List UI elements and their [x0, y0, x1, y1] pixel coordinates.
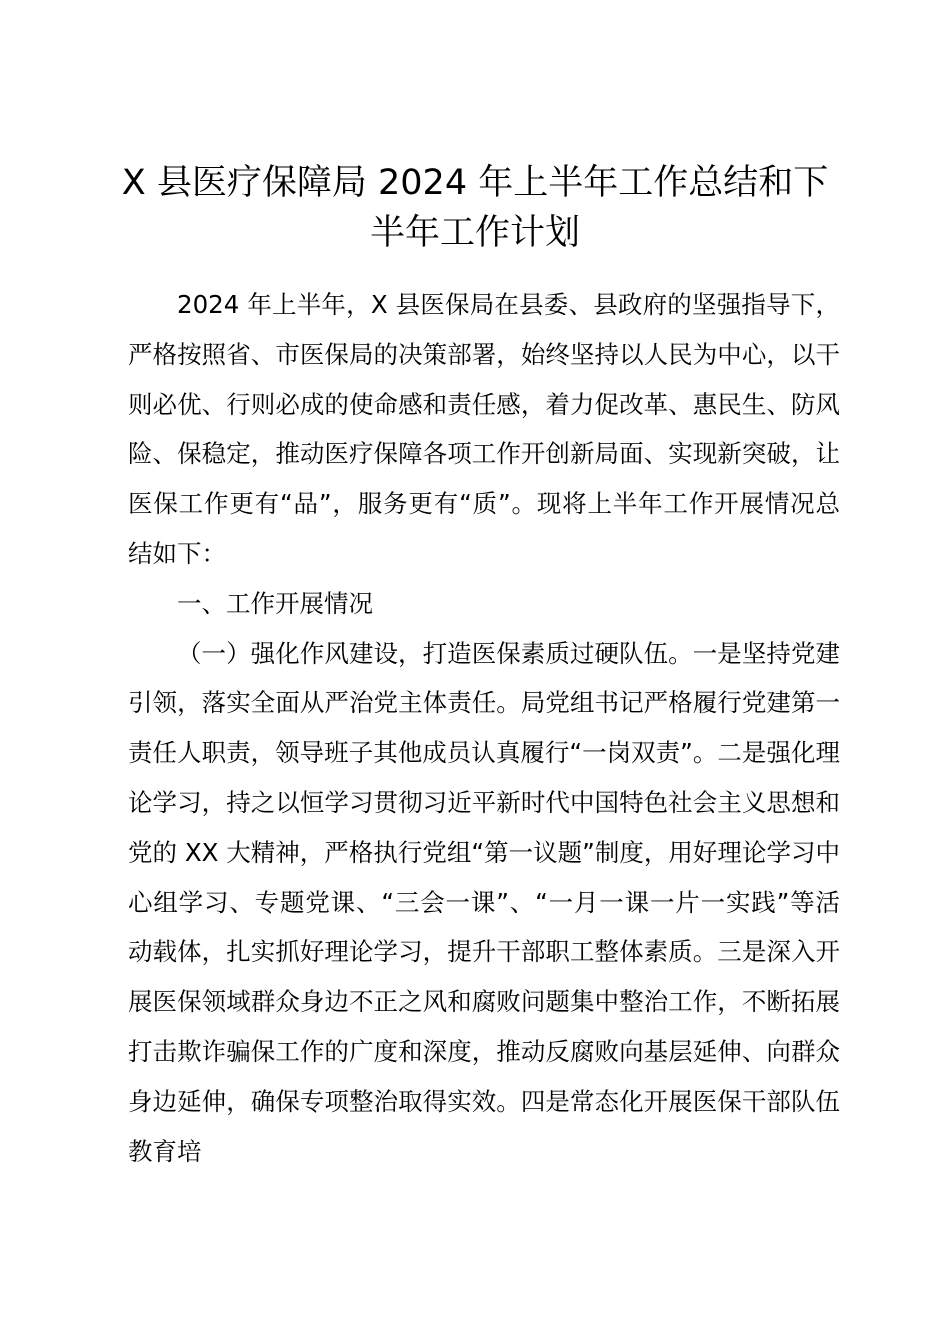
- document-title-line-2: 半年工作计划: [369, 213, 580, 253]
- section-heading: 一、工作开展情况: [177, 588, 373, 618]
- document-body: [128, 280, 840, 1176]
- paragraph-item-1: （一）强化作风建设，打造医保素质过硬队伍。一是坚持党建引领，落实全面从严治党主体责任。局党组书记严格履行党建第一责任人职责，领导班子其他成员认真履行“一岗双责”。二是强化理论学习，持之以恒学习贯彻习近平新时代中国特色社会主义思想和党的 XX 大精神，严格执行党组“第一议题”制度，用好理论学习中心组学习、专题党课、“三会一课”、“一月一课一片一实践”等活动载体，扎实抓好理论学习，提升干部职工整体素质。三是深入开展医保领域群众身边不正之风和腐败问题集中整治工作，不断拓展打击欺诈骗保工作的广度和深度，推动反腐败向基层延伸、向群众身边延伸，确保专项整治取得实效。四是常态化开展医保干部队伍教育培: [128, 638, 840, 1166]
- paragraph-intro: 2024 年上半年，X 县医保局在县委、县政府的坚强指导下，严格按照省、市医保局的决策部署，始终坚持以人民为中心，以干则必优、行则必成的使命感和责任感，着力促改革、惠民生、防风险、保稳定，推动医疗保障各项工作开创新局面、实现新突破，让医保工作更有“品”，服务更有“质”。现将上半年工作开展情况总结如下：: [128, 290, 840, 568]
- document-title-line-1: X 县医疗保障局 2024 年上半年工作总结和下: [121, 163, 829, 203]
